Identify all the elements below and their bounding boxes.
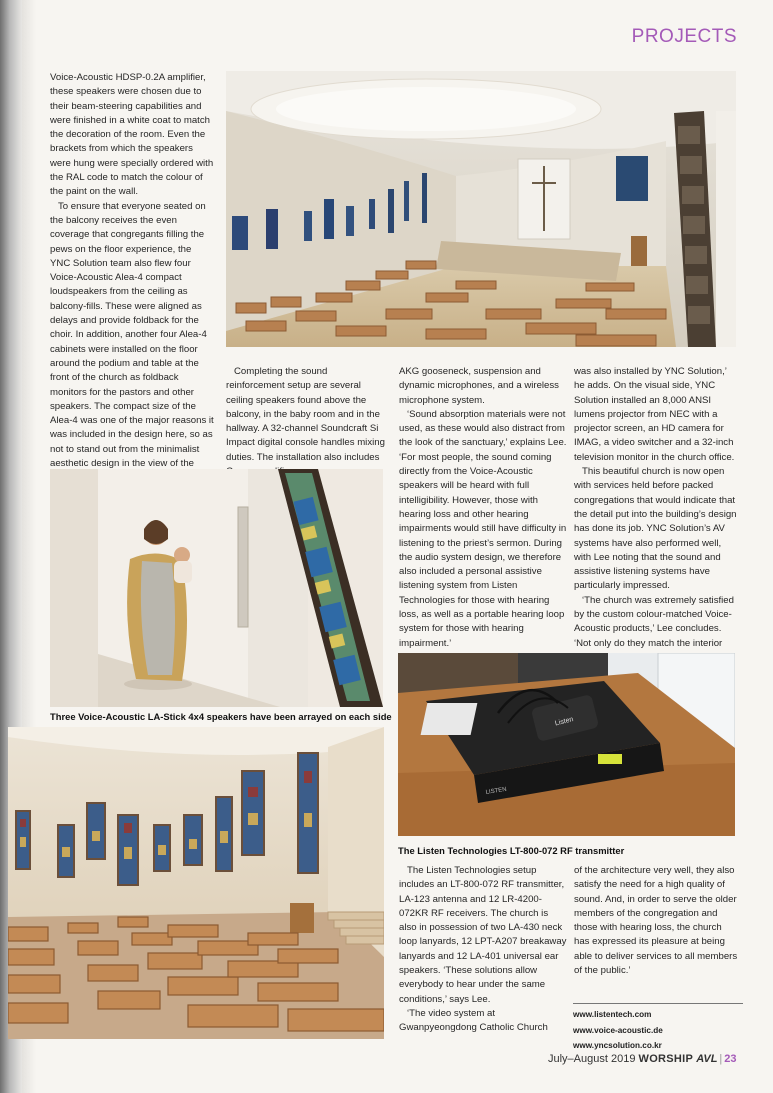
- footer-magazine: WORSHIP: [638, 1053, 694, 1065]
- section-header: PROJECTS: [631, 26, 737, 47]
- paragraph: ‘The church was extremely satisfied by the custom colour-matched Voice-Acoustic products,’ Lee concludes. ‘Not only do they match the interior: [574, 594, 734, 649]
- paragraph: AKG gooseneck, suspension and dynamic microphones, and a wireless microphone system.: [399, 366, 559, 406]
- footer-brand: AVL: [696, 1053, 718, 1065]
- link-yncsolution[interactable]: www.yncsolution.co.kr: [573, 1041, 662, 1050]
- paragraph: Voice-Acoustic HDSP-0.2A amplifier, these speakers were chosen due to their beam-steering capabilities and were finished in a white coat to match the decoration of the room. Even the brackets from which the speakers were hung were specially ordered with the RAL code to match the colour of the paint on the wall.: [50, 72, 214, 198]
- footer-divider: |: [719, 1053, 723, 1065]
- transmitter-photo: [398, 653, 735, 836]
- page-number: 23: [724, 1053, 737, 1065]
- paragraph: Completing the sound reinforcement setup are several ceiling speakers found above the balcony, in the baby room and in the hallway. A 32-channel Soundcraft Si Impact digital console handles mixing duties. The installation also includes: [226, 366, 385, 463]
- page-footer: [548, 1053, 737, 1065]
- statue-speaker-photo: [50, 469, 383, 707]
- link-voice-acoustic[interactable]: www.voice-acoustic.de: [573, 1025, 663, 1035]
- text-column-5: [399, 864, 567, 1036]
- footer-issue: July–August 2019: [548, 1053, 636, 1065]
- paragraph: To ensure that everyone seated on the balcony receives the even coverage that congregants filling the pews on the floor experience, the YNC Solution team also flew four Voice-Acoustic Alea-4 compact loudspeakers from the ceiling as balcony-fills. These were aligned as delays and provide foldback for the choir. In addition, another four Alea-4 cabinets were installed on the floor around the podium and table at the front of the church as foldback monitors for the pastors and other speakers. The compact size of the Alea-4 was one of the major reasons it was included in the design here, so as not to stand out from the minimalist aesthetic design in the view of the: [50, 200, 214, 470]
- lanyard-logo-label: Listen: [554, 716, 575, 728]
- paragraph: of the architecture very well, they also satisfy the need for a high quality of sound. And, in order to serve the older members of the congregation and those with hearing loss, the church has expressed its pleasure at being able to deliver services to all members of the public.’: [574, 865, 738, 977]
- church-side-photo: [8, 727, 384, 1039]
- device-brand-label: LISTEN: [485, 786, 508, 796]
- church-interior-photo: [226, 71, 736, 347]
- text-column-4: [574, 365, 738, 651]
- text-column-6: [574, 864, 738, 978]
- paragraph: ‘Sound absorption materials were not used, as these would also distract from the look of the sanctuary,’ explains Lee. ‘For most people, the sound coming directly from the Voice-Acoustic speakers will be heard with full intelligibility. However, those with hearing loss and other hearing impairments would still have difficulty in listening to the priest’s sermon. During the audio system design, we therefore also included a personal assistive listening system from Listen Technologies for those with hearing loss, as well as a portable hearing loop system for those with hearing impairment.’: [399, 408, 567, 649]
- caption-transmitter: The Listen Technologies LT-800-072 RF transmitter: [398, 845, 625, 856]
- paragraph: The Listen Technologies setup includes an LT-800-072 RF transmitter, LA-123 antenna and 12 LR-4200-072KR RF receivers. The church is also in possession of two LA-430 neck loop lanyards, 12 LPT-A207 breakaway lanyards and 12 LA-401 universal ear speakers. ‘These solutions allow everybody to hear under the same conditions,’ says Lee.: [399, 865, 567, 1005]
- website-links: [573, 1003, 743, 1054]
- text-column-left-top: [50, 71, 214, 486]
- text-column-3: [399, 365, 567, 651]
- caption-speakers: Three Voice-Acoustic LA-Stick 4x4 speakers have been arrayed on each side: [50, 711, 392, 722]
- text-column-2: [226, 365, 388, 479]
- paragraph: was also installed by YNC Solution,’ he adds. On the visual side, YNC Solution installed an 8,000 ANSI lumens projector from NEC with a projector screen, an HD camera for IMAG, a video switcher and a 32-inch television monitor in the church office.: [574, 366, 735, 463]
- link-listentech[interactable]: www.listentech.com: [573, 1010, 652, 1019]
- paragraph: ‘The video system at Gwanpyeongdong Catholic Church: [399, 1007, 548, 1034]
- paragraph: This beautiful church is now open with services held before packed congregations that would indicate that the detail put into the building’s design has done its job. YNC Solution’s AV systems have also performed well, with Lee noting that the sound and assistive listening systems have particularly impressed.: [574, 466, 737, 592]
